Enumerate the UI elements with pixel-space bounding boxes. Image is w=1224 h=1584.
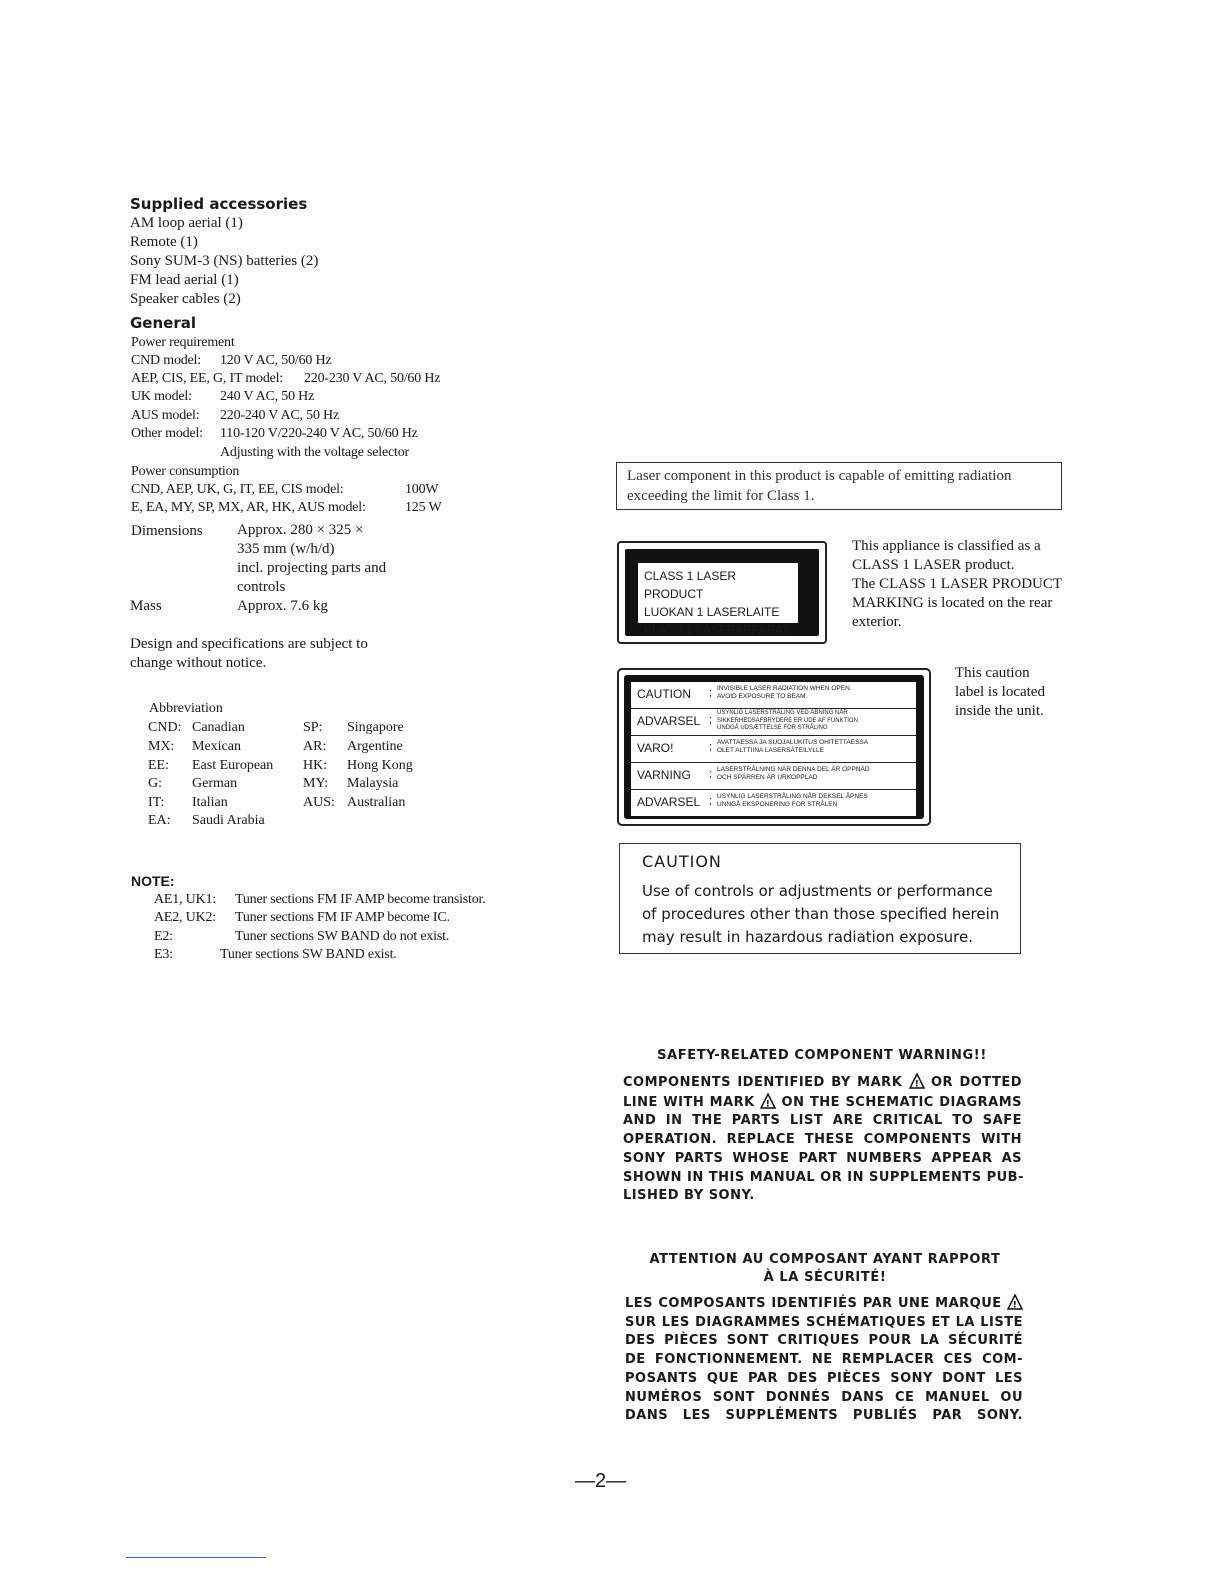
class1-label-text (638, 563, 798, 637)
power-consumption-label: Power consumption (131, 464, 240, 479)
class1-label-line: KLASS 1 LASERAPPARAT (644, 623, 790, 637)
abbr-code: EA: (148, 813, 171, 828)
caution-label-description (955, 664, 1045, 721)
caution-desc-line: This caution (955, 665, 1030, 681)
voltage-selector-note: Adjusting with the voltage selector (220, 445, 409, 460)
caution-row-text: LASERSTRÅLNING NÄR DENNA DEL ÄR OPPNÄD OCH SPÄRREN ÄR URKOPPLAD (717, 766, 870, 781)
abbr-name: East European (192, 758, 274, 773)
note-code: E3: (154, 947, 173, 962)
radiation-caution-box (619, 843, 1021, 954)
laser-notice-line: exceeding the limit for Class 1. (627, 488, 815, 504)
footer-rule (126, 1557, 266, 1558)
abbr-name: German (192, 776, 238, 791)
caution-row-key: ADVARSEL (637, 795, 701, 809)
abbreviation-title: Abbreviation (149, 701, 223, 716)
power-model: CND model: (131, 353, 201, 368)
dimensions-value: Approx. 280 × 325 × (237, 522, 364, 538)
svg-text:!: ! (765, 1099, 771, 1109)
caution-row-text: USYNLIG LASERSTRÅLING NÅR DEKSEL ÅPNES UNNGÅ EKSPONERING FOR STRÅLEN (717, 793, 868, 808)
abbr-code: SP: (303, 720, 323, 735)
caution-label-row: VARO! ; AVATTAESSA JA SUOJALUKITUS OHITETTAESSA OLET ALTTIINA LASERSÄTEILYLLE (631, 736, 916, 763)
class1-label-line: LUOKAN 1 LASERLAITE (644, 605, 780, 619)
class1-description (852, 537, 1062, 632)
abbr-code: MX: (148, 739, 175, 754)
abbr-code: MY: (303, 776, 329, 791)
note-code: E2: (154, 929, 173, 944)
note-text: Tuner sections FM IF AMP become IC. (235, 910, 450, 925)
caution-triangle-icon (760, 1093, 776, 1109)
abbr-code: IT: (148, 795, 165, 810)
laser-notice-line: Laser component in this product is capable of emitting radiation (627, 468, 1012, 484)
caution-row-text: INVISIBLE LASER RADIATION WHEN OPEN. AVOID EXPOSURE TO BEAM. (717, 685, 852, 700)
page-number: —2— (575, 1470, 627, 1492)
abbr-code: EE: (148, 758, 169, 773)
caution-row-text: USYNLIG LASERSTRÅLING VED ÅBNING NÅR SIKKERHEDSAFBRYDERE ER UDE AF FUNKTION UNDGÅ UDSÆTTELSE FOR STRÅLING (717, 710, 858, 731)
dimensions-value: incl. projecting parts and (237, 560, 387, 576)
accessory-item: Remote (1) (130, 234, 198, 250)
accessory-item: AM loop aerial (1) (130, 215, 243, 231)
abbr-code: HK: (303, 758, 328, 773)
class1-desc-line: MARKING is located on the rear (852, 595, 1053, 611)
caution-label-row: VARNING ; LASERSTRÅLNING NÄR DENNA DEL ÄR OPPNÄD OCH SPÄRREN ÄR URKOPPLAD (631, 763, 916, 790)
caution-line: may result in hazardous radiation exposure. (642, 928, 973, 946)
class1-desc-line: CLASS 1 LASER product. (852, 557, 1015, 573)
abbr-name: Mexican (192, 739, 241, 754)
note-text: Tuner sections FM IF AMP become transistor. (235, 892, 486, 907)
caution-triangle-icon (1007, 1294, 1023, 1310)
laser-emission-notice (616, 462, 1062, 510)
abbr-name: Hong Kong (347, 758, 413, 773)
abbr-name: Saudi Arabia (192, 813, 265, 828)
heading-line: À LA SÉCURITÉ! (763, 1270, 887, 1285)
safety-warning-text-fr: LES COMPOSANTS IDENTIFIÉS PAR UNE MARQUE ! SUR LES DIAGRAMMES SCHÉMATIQUES ET LA LISTE DES PIÈCES SONT CRITIQUES POUR LA SÉCURITÉ DE FONCTIONNEMENT. NE REMPLACER CES COM- POSANTS QUE PAR DES PIÈCES SONY DONT LES NUMÉROS SONT DONNÉS DANS CE MANUEL OU DANS LES SUPPLÉMENTS PUBLIÉS PAR SONY. (625, 1296, 1023, 1424)
heading-line: ATTENTION AU COMPOSANT AYANT RAPPORT (649, 1252, 1001, 1267)
caution-desc-line: label is located (955, 684, 1045, 700)
mass-value: Approx. 7.6 kg (237, 598, 328, 614)
abbr-name: Australian (347, 795, 406, 810)
general-heading: General (130, 314, 196, 332)
accessory-item: FM lead aerial (1) (130, 272, 239, 288)
caution-row-key: VARNING (637, 768, 691, 782)
note-code: AE1, UK1: (154, 892, 216, 907)
caution-desc-line: inside the unit. (955, 703, 1044, 719)
power-model: AEP, CIS, EE, G, IT model: (131, 371, 284, 386)
design-note: Design and specifications are subject to (130, 636, 368, 652)
accessories-heading: Supplied accessories (130, 195, 308, 213)
safety-warning-heading: SAFETY-RELATED COMPONENT WARNING!! (657, 1048, 987, 1063)
caution-label-row: CAUTION ; INVISIBLE LASER RADIATION WHEN OPEN. AVOID EXPOSURE TO BEAM. (631, 682, 916, 709)
consumption-value: 100W (405, 482, 439, 497)
note-code: AE2, UK2: (154, 910, 216, 925)
consumption-value: 125 W (405, 500, 442, 515)
caution-row-key: VARO! (637, 741, 674, 755)
abbr-name: Canadian (192, 720, 245, 735)
svg-text:!: ! (1012, 1300, 1018, 1310)
svg-text:!: ! (914, 1079, 919, 1089)
abbr-code: AUS: (303, 795, 335, 810)
power-value: 110-120 V/220-240 V AC, 50/60 Hz (220, 426, 418, 441)
consumption-model: CND, AEP, UK, G, IT, EE, CIS model: (131, 482, 344, 497)
class1-desc-line: This appliance is classified as a (852, 538, 1041, 554)
dimensions-value: 335 mm (w/h/d) (237, 541, 335, 557)
caution-text (642, 880, 1012, 949)
mass-label: Mass (130, 598, 162, 614)
abbr-name: Argentine (347, 739, 403, 754)
class1-laser-label (617, 541, 827, 644)
abbr-name: Malaysia (347, 776, 399, 791)
power-model: Other model: (131, 426, 203, 441)
caution-laser-label (617, 668, 931, 826)
caution-row-key: CAUTION (637, 687, 691, 701)
abbr-name: Italian (192, 795, 228, 810)
dimensions-label: Dimensions (131, 523, 203, 539)
caution-label-table (631, 682, 916, 816)
caution-row-text: AVATTAESSA JA SUOJALUKITUS OHITETTAESSA OLET ALTTIINA LASERSÄTEILYLLE (717, 739, 869, 754)
class1-label-line: CLASS 1 LASER PRODUCT (644, 569, 737, 601)
power-value: 220-230 V AC, 50/60 Hz (304, 371, 441, 386)
safety-warning-heading-fr (622, 1251, 1028, 1287)
abbr-code: AR: (303, 739, 327, 754)
note-text: Tuner sections SW BAND do not exist. (235, 929, 450, 944)
power-model: UK model: (131, 389, 192, 404)
consumption-model: E, EA, MY, SP, MX, AR, HK, AUS model: (131, 500, 366, 515)
safety-warning-text: COMPONENTS IDENTIFIED BY MARK ! OR DOTTED LINE WITH MARK ! ON THE SCHEMATIC DIAGRAMS AND IN THE PARTS LIST ARE CRITICAL TO SAFE OPERATION. REPLACE THESE COMPONENTS WITH SONY PARTS WHOSE PART NUMBERS APPEAR AS SHOWN IN THIS MANUAL OR IN SUPPLEMENTS PUB- LISHED BY SONY. (623, 1075, 1024, 1204)
power-requirement-label: Power requirement (131, 335, 235, 350)
abbr-code: CND: (148, 720, 182, 735)
power-value: 240 V AC, 50 Hz (220, 389, 315, 404)
class1-desc-line: The CLASS 1 LASER PRODUCT (852, 576, 1063, 592)
power-value: 220-240 V AC, 50 Hz (220, 408, 339, 423)
design-note: change without notice. (130, 655, 267, 671)
note-text: Tuner sections SW BAND exist. (220, 947, 397, 962)
class1-desc-line: exterior. (852, 614, 902, 630)
abbr-name: Singapore (347, 720, 404, 735)
caution-line: Use of controls or adjustments or performance (642, 882, 993, 900)
caution-line: of procedures other than those specified herein (642, 905, 1000, 923)
caution-title: CAUTION (642, 852, 722, 871)
note-heading: NOTE: (131, 873, 175, 889)
caution-triangle-icon (909, 1073, 925, 1089)
abbr-code: G: (148, 776, 162, 791)
accessory-item: Sony SUM-3 (NS) batteries (2) (130, 253, 319, 269)
power-model: AUS model: (131, 408, 200, 423)
power-value: 120 V AC, 50/60 Hz (220, 353, 332, 368)
caution-label-row: ADVARSEL ; USYNLIG LASERSTRÅLING VED ÅBNING NÅR SIKKERHEDSAFBRYDERE ER UDE AF FUNKTION UNDGÅ UDSÆTTELSE FOR STRÅLING (631, 709, 916, 736)
dimensions-value: controls (237, 579, 286, 595)
caution-label-row: ADVARSEL ; USYNLIG LASERSTRÅLING NÅR DEKSEL ÅPNES UNNGÅ EKSPONERING FOR STRÅLEN (637, 793, 868, 809)
accessory-item: Speaker cables (2) (130, 291, 241, 307)
caution-row-key: ADVARSEL (637, 714, 701, 728)
